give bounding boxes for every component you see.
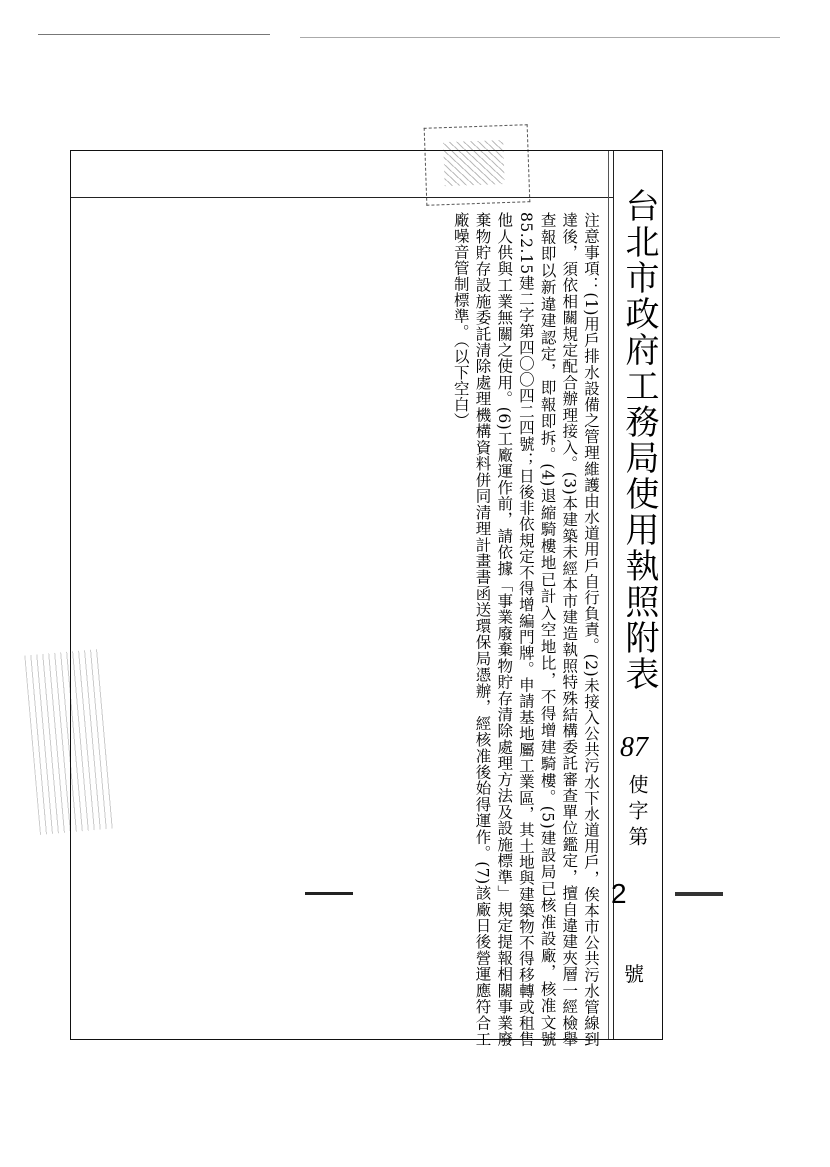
ink-mark [305, 892, 353, 895]
scan-line-top-right [300, 37, 780, 38]
scan-line-top [38, 34, 270, 35]
license-suffix: 號 [624, 962, 644, 986]
notes-text: 注意事項：(1)用戶排水設備之管理維護由水道用戶自行負責。(2)未接入公共污水下水道用戶，俟本市公共污水管線到達後，須依相關規定配合辦理接入。(3)本建築未經本市建造執照特殊結構委託審查單位鑑定，擅自違建夾層一經檢舉查報即以新違建認定，即報即拆。(4)退縮騎樓地已計入空地比，不得增建騎樓。(5)建設局已核准設廠，核准文號85.2.15建二字第四〇〇四二四號；日後非依規定不得增編門牌。申請基地屬工業區，其土地與建築物不得移轉或租售他人供與工業無關之使用。(6)工廠運作前，請依據「事業廢棄物貯存清除處理方法及設施標準」規定提報相關事業廢棄物貯存設施委託清除處理機構資料併同清理計畫書函送環保局憑辦，經核准後始得運作。(7)該廠日後營運應符合工廠噪音管制標準。（以下空白） [451, 212, 600, 1047]
notes-block [425, 212, 601, 1047]
license-number: 2 [611, 878, 627, 909]
license-year: 87 [620, 732, 648, 763]
license-type: 使字第 [625, 774, 649, 852]
ink-mark-number [675, 892, 723, 896]
title-column-rule-inner [608, 151, 609, 1039]
document-title: 台北市政府工務局使用執照附表 [619, 188, 659, 692]
header-rule [71, 197, 613, 198]
